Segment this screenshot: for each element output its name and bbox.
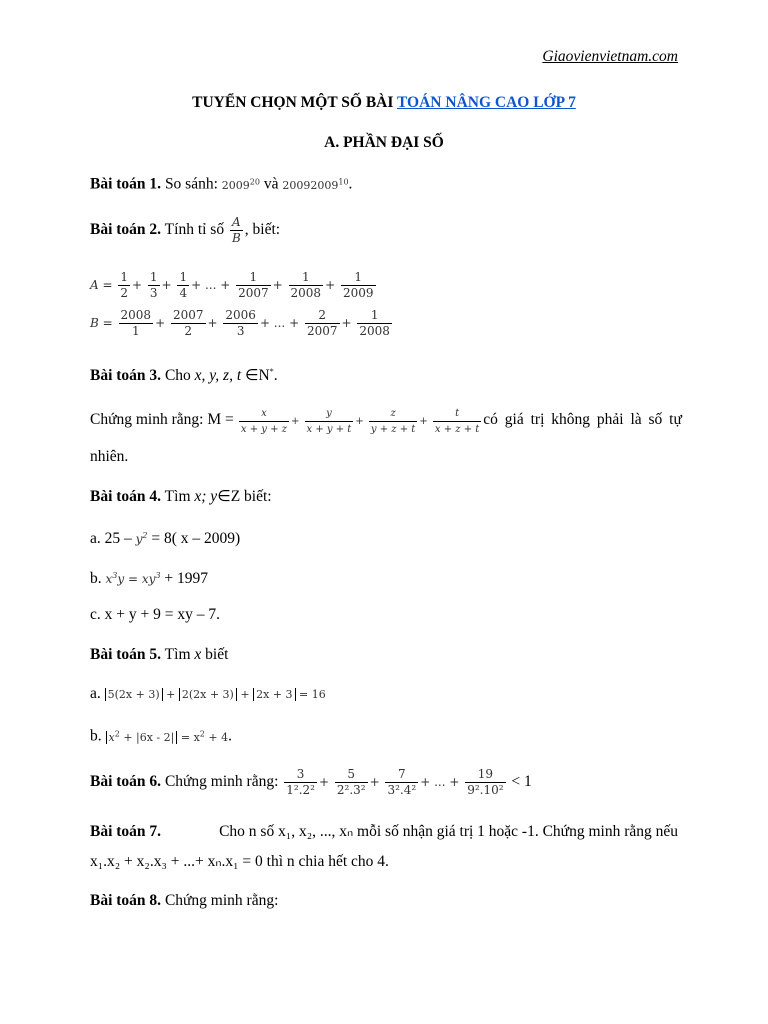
p5-var: x <box>194 646 202 663</box>
problem-1-label: Bài toán 1. <box>90 175 162 193</box>
p5b-end: . <box>228 727 232 745</box>
p3b-den-1: x + y + z <box>239 421 289 437</box>
p3-vars: x, y, z, t <box>194 367 242 385</box>
eq-b-num-5: 1 <box>370 308 379 322</box>
problem-3-statement <box>90 400 682 442</box>
p3b-text: Chứng minh rằng: M = <box>90 411 234 428</box>
eq-a-lhs: A = <box>90 278 113 292</box>
problem-3 <box>90 362 678 386</box>
eq-b-den-4: 2007 <box>306 324 338 338</box>
eq-a-den-1: 2 <box>120 286 129 300</box>
problem-5a <box>90 684 678 705</box>
eq-b-den-5: 2008 <box>359 324 390 338</box>
problem-1 <box>90 172 678 196</box>
eq-b-den-3: 3 <box>223 323 258 339</box>
problem-4 <box>90 487 678 507</box>
problem-8-text: Chứng minh rằng: <box>164 892 279 909</box>
problem-2-text: Tính tỉ số <box>164 221 225 238</box>
eq-a-plus: + <box>132 278 143 292</box>
eq-b-den-2: 2 <box>171 323 206 339</box>
p4a-exp: 2 <box>142 531 148 540</box>
problem-7 <box>90 822 678 842</box>
p6-den-4: 9².10² <box>467 783 504 797</box>
equation-b <box>90 306 678 340</box>
eq-b-num-1: 2008 <box>120 308 152 322</box>
p5a-pre: a. <box>90 685 101 702</box>
problem-4c: c. x + y + 9 = xy – 7. <box>90 606 220 623</box>
p3-in: ∈N <box>245 367 270 385</box>
eq-b-den-1: 1 <box>119 323 154 339</box>
p3b-den-2: x + y + t <box>305 421 354 437</box>
equation-a <box>90 268 678 302</box>
problem-8-label: Bài toán 8. <box>90 892 162 909</box>
eq-a-num-1: 1 <box>120 270 129 284</box>
p5a-expr3: 2x + 3 <box>253 688 295 701</box>
eq-a-plus: + <box>325 278 336 292</box>
eq-a-den-2: 3 <box>149 286 158 300</box>
problem-8 <box>90 891 678 911</box>
p4a-post: = 8( x – 2009) <box>151 530 241 547</box>
section-heading: A. PHẦN ĐẠI SỐ <box>324 134 444 151</box>
p4b-x2: x <box>141 572 149 586</box>
p3b-den-4: x + z + t <box>433 421 481 437</box>
eq-a-dots: + ... + <box>191 278 231 292</box>
eq-a-plus: + <box>161 278 172 292</box>
problem-4-label: Bài toán 4. <box>90 488 162 505</box>
eq-b-lhs: B = <box>90 316 113 330</box>
p3b-num-2: y <box>326 408 332 419</box>
eq-a-den-6: 2009 <box>342 286 374 300</box>
problem-3-text: Cho <box>164 367 191 385</box>
p5a-expr1: 5(2x + 3) <box>105 688 163 701</box>
p3b-num-4: t <box>455 408 460 419</box>
eq-b-num-3: 2006 <box>225 308 256 322</box>
problem-5b <box>90 724 678 748</box>
p3b-num-3: z <box>390 408 396 419</box>
p6-num-2: 5 <box>347 767 356 781</box>
p4b-y: y <box>117 572 125 586</box>
problem-4-text: Tìm <box>164 488 191 505</box>
problem-2-label: Bài toán 2. <box>90 221 162 238</box>
p3-star: * <box>269 367 274 376</box>
p5a-rhs: = 16 <box>299 688 326 701</box>
problem-6-label: Bài toán 6. <box>90 773 162 790</box>
eq-a-den-5: 2008 <box>290 286 322 300</box>
p4b-pre: b. <box>90 570 102 587</box>
p4a-pre: a. 25 – <box>90 530 132 547</box>
p1-b: 20092009 <box>282 178 339 192</box>
p6-dots: + ... + <box>420 775 460 789</box>
problem-2 <box>90 210 678 250</box>
p6-num-4: 19 <box>477 767 494 781</box>
p5b-rhs-exp: 2 <box>199 729 205 738</box>
problem-5-label: Bài toán 5. <box>90 646 162 663</box>
eq-a-num-2: 1 <box>149 270 158 284</box>
p6-plus: + <box>369 775 380 789</box>
p2-den: B <box>231 230 241 245</box>
p4b-eq: = <box>127 572 139 586</box>
problem-1-text: So sánh: <box>164 175 218 193</box>
eq-a-num-4: 1 <box>249 270 258 284</box>
p4b-exp3b: 3 <box>155 571 161 580</box>
eq-b-num-2: 2007 <box>172 308 204 322</box>
p5b-pre: b. <box>90 727 102 745</box>
p1-mid: và <box>263 175 279 193</box>
p5b-exp: 2 <box>114 729 120 738</box>
problem-5 <box>90 645 678 665</box>
problem-6-text: Chứng minh rằng: <box>164 773 279 790</box>
p5b-inner: + |6x - 2| <box>123 730 175 744</box>
p3b-tail1: có giá trị không phải là số tự <box>483 411 682 428</box>
p6-plus: + <box>318 775 330 789</box>
problem-7-line2: x₁.x₂ + x₂.x₃ + ...+ xₙ.x₁ = 0 thì n chia hết cho 4. <box>90 853 389 870</box>
problem-6 <box>90 762 678 802</box>
p4-vars: x; y <box>194 488 218 505</box>
p2-num: A <box>232 214 241 229</box>
problem-7-line1: Cho n số x₁, x₂, ..., xₙ mỗi số nhận giá trị 1 hoặc -1. Chứng minh rằng nếu <box>219 823 678 840</box>
p1-a: 2009 <box>221 178 250 192</box>
problem-4a <box>90 526 678 549</box>
p5b-expr: x <box>108 730 115 744</box>
problem-7-label: Bài toán 7. <box>90 823 162 840</box>
p1-a-exp: 20 <box>249 177 260 186</box>
title-prefix: TUYỂN CHỌN MỘT SỐ BÀI <box>192 94 394 111</box>
p3b-plus: + <box>355 416 364 427</box>
p5b-rhs: = x <box>180 730 200 744</box>
p3b-plus: + <box>290 416 300 427</box>
p3b-den-3: y + z + t <box>369 421 417 437</box>
p5a-plus2: + <box>240 688 250 701</box>
p4b-exp3: 3 <box>112 571 118 580</box>
eq-a-num-6: 1 <box>354 270 363 284</box>
p5a-plus1: + <box>166 688 176 701</box>
problem-5-text: Tìm <box>164 646 191 663</box>
eq-b-dots: + ... + <box>259 316 300 330</box>
problem-3-label: Bài toán 3. <box>90 367 162 385</box>
p5a-expr2: 2(2x + 3) <box>179 688 237 701</box>
p4a-y: y <box>135 532 143 546</box>
p3b-num-1: x <box>261 408 267 419</box>
eq-b-plus: + <box>341 316 352 330</box>
p4b-x: x <box>105 572 113 586</box>
p3b-tail2: nhiên. <box>90 448 129 465</box>
p5b-rhs-tail: + 4 <box>208 730 229 744</box>
p6-den-1: 1².2² <box>286 783 315 797</box>
eq-a-plus: + <box>272 278 283 292</box>
p4b-y2: y <box>148 572 156 586</box>
title-link[interactable]: TOÁN NÂNG CAO LỚP 7 <box>397 94 576 111</box>
p2-end: , biết: <box>244 221 281 238</box>
p3-end: . <box>273 367 278 385</box>
eq-b-num-4: 2 <box>318 308 327 322</box>
eq-a-den-3: 4 <box>179 286 188 300</box>
p6-num-1: 3 <box>296 767 305 781</box>
document-title <box>90 94 678 112</box>
p6-den-3: 3².4² <box>387 783 417 797</box>
p4b-post: + 1997 <box>164 570 209 587</box>
site-link[interactable]: Giaovienvietnam.com <box>542 48 678 65</box>
eq-a-den-4: 2007 <box>238 286 269 300</box>
eq-a-num-3: 1 <box>179 270 188 284</box>
p6-num-3: 7 <box>398 767 406 781</box>
problem-4b <box>90 566 678 589</box>
p3b-plus: + <box>419 416 428 427</box>
eq-b-plus: + <box>155 316 166 330</box>
p6-den-2: 2².3² <box>336 783 366 797</box>
p6-end: < 1 <box>511 773 532 790</box>
p4-in: ∈Z biết: <box>217 488 272 505</box>
eq-a-num-5: 1 <box>301 270 310 284</box>
p1-end: . <box>348 175 353 193</box>
p1-b-exp: 10 <box>338 177 349 186</box>
eq-b-plus: + <box>207 316 218 330</box>
p5-end: biết <box>205 646 229 663</box>
